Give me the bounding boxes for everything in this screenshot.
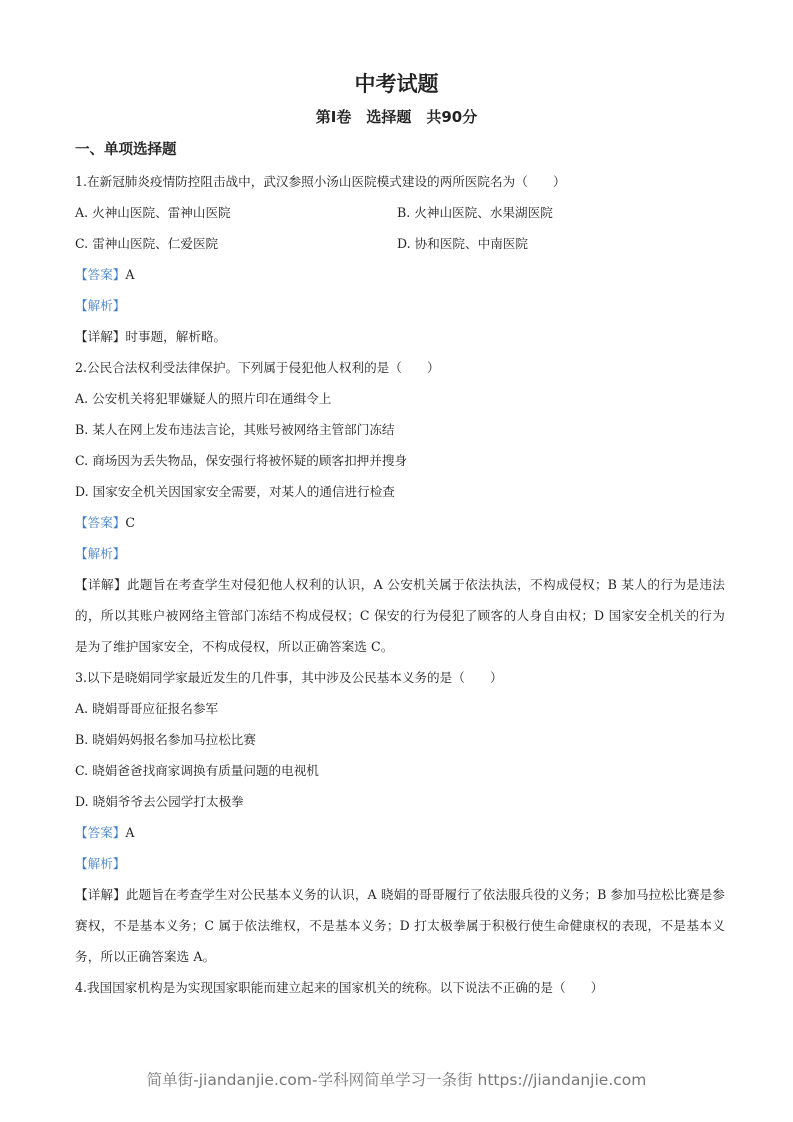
option-c: C. 雷神山医院、仁爱医院	[75, 236, 219, 251]
document-title: 中考试题	[354, 72, 439, 96]
option-a: A. 公安机关将犯罪嫌疑人的照片印在通缉令上	[75, 391, 332, 406]
question-1-options-row-1	[75, 197, 725, 228]
answer-tag: 【答案】	[75, 515, 126, 530]
question-2-stem: 2.公民合法权利受法律保护。下列属于侵犯他人权利的是（ ）	[75, 360, 440, 375]
option-a: A. 晓娟哥哥应征报名参军	[75, 701, 219, 716]
answer-tag: 【答案】	[75, 825, 126, 840]
analysis-tag: 【解析】	[75, 546, 126, 561]
analysis-tag: 【解析】	[75, 856, 126, 871]
detail-tag: 【详解】	[75, 577, 127, 592]
answer-value: A	[125, 825, 135, 840]
question-2-answer	[75, 507, 725, 538]
detail-text: 此题旨在考查学生对侵犯他人权利的认识，A 公安机关属于依法执法，不构成侵权；B 某人的行为是违法的，所以其账户被网络主管部门冻结不构成侵权；C 保安的行为侵犯了顾客的人身自由权；D 国家安全机关的行为是为了维护国家安全，不构成侵权，所以正确答案选 C。	[75, 577, 725, 654]
answer-tag: 【答案】	[75, 267, 126, 282]
footer-watermark: 简单街-jiandanjie.com-学科网简单学习一条街 https://jiandanjie.com	[146, 1071, 647, 1089]
section-heading: 一、单项选择题	[75, 142, 177, 158]
question-1-detail	[75, 321, 725, 352]
detail-tag: 【详解】	[75, 887, 126, 902]
answer-value: A	[125, 267, 135, 282]
question-4-stem: 4.我国国家机构是为实现国家职能而建立起来的国家机关的统称。以下说法不正确的是（ ）	[75, 980, 604, 995]
question-3-answer	[75, 817, 725, 848]
document-body	[75, 135, 725, 1003]
question-3-stem: 3.以下是晓娟同学家最近发生的几件事，其中涉及公民基本义务的是（ ）	[75, 670, 503, 685]
option-c: C. 商场因为丢失物品，保安强行将被怀疑的顾客扣押并搜身	[75, 453, 408, 468]
answer-value: C	[125, 515, 136, 530]
option-c: C. 晓娟爸爸找商家调换有质量问题的电视机	[75, 763, 319, 778]
option-d: D. 国家安全机关因国家安全需要，对某人的通信进行检查	[75, 484, 395, 499]
option-d: D. 晓娟爷爷去公园学打太极拳	[75, 794, 244, 809]
analysis-tag: 【解析】	[75, 298, 126, 313]
document-subtitle: 第Ⅰ卷 选择题 共90分	[315, 108, 478, 126]
option-b: B. 火神山医院、水果湖医院	[397, 205, 553, 220]
question-1-stem: 1.在新冠肺炎疫情防控阻击战中，武汉参照小汤山医院模式建设的两所医院名为（ ）	[75, 174, 566, 189]
question-1-answer	[75, 259, 725, 290]
question-3-detail	[75, 879, 725, 972]
option-a: A. 火神山医院、雷神山医院	[75, 205, 231, 220]
option-d: D. 协和医院、中南医院	[397, 236, 528, 251]
option-b: B. 晓娟妈妈报名参加马拉松比赛	[75, 732, 256, 747]
detail-text: 此题旨在考查学生对公民基本义务的认识，A 晓娟的哥哥履行了依法服兵役的义务；B 参加马拉松比赛是参赛权，不是基本义务；C 属于依法维权，不是基本义务；D 打太极拳属于积极行使生命健康权的表现，不是基本义务，所以正确答案选 A。	[75, 887, 725, 964]
question-1-options-row-2	[75, 228, 725, 259]
option-b: B. 某人在网上发布违法言论，其账号被网络主管部门冻结	[75, 422, 395, 437]
question-2-detail	[75, 569, 725, 662]
detail-text: 时事题，解析略。	[125, 329, 227, 344]
detail-tag: 【详解】	[75, 329, 126, 344]
